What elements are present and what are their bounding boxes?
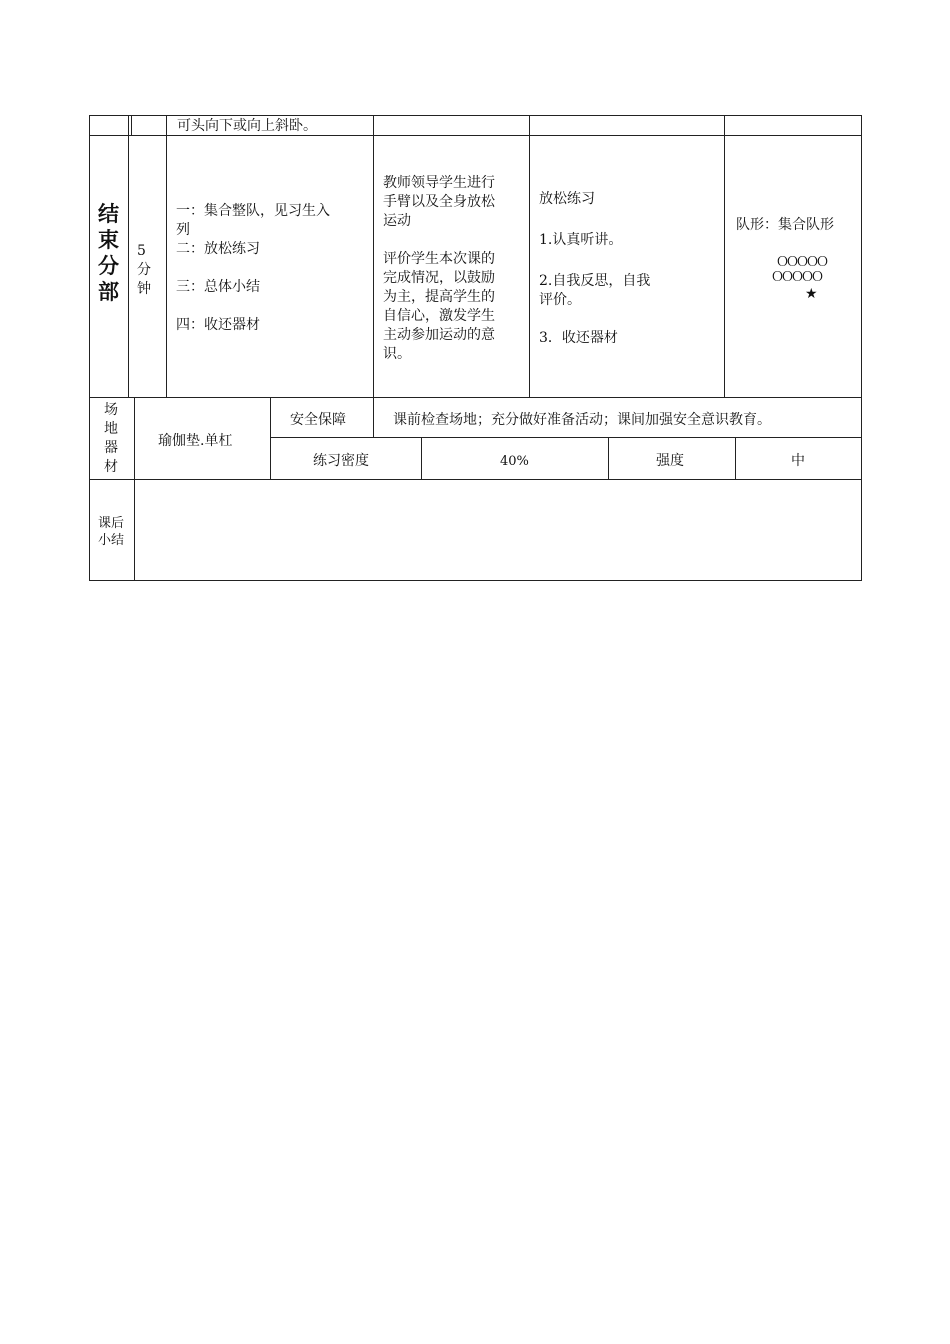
- student-activity-line: 1.认真听讲。: [539, 232, 623, 248]
- formation-label: 队形：集合队形: [736, 217, 834, 233]
- col-divider: [131, 115, 132, 135]
- venue-label-char: 材: [104, 459, 118, 475]
- venue-label-char: 地: [104, 421, 118, 437]
- teacher-activity-line: 为主，提高学生的: [383, 289, 495, 305]
- time-value: 5: [137, 243, 146, 259]
- teacher-activity-line: 主动参加运动的意: [383, 327, 495, 343]
- time-unit: 分: [137, 262, 151, 278]
- student-activity-line: 2.自我反思，自我: [539, 273, 651, 289]
- content-line: 一：集合整队，见习生入: [176, 203, 330, 219]
- density-value: 40%: [500, 454, 529, 469]
- formation-row: ＯＯＯＯＯ: [776, 255, 827, 270]
- intensity-label: 强度: [656, 453, 684, 469]
- table-border-right: [861, 115, 862, 581]
- venue-label-char: 器: [104, 440, 118, 456]
- teacher-activity-line: 自信心，激发学生: [383, 308, 495, 324]
- col-divider: [608, 437, 609, 479]
- content-line: 三：总体小结: [176, 279, 260, 295]
- col-divider: [421, 437, 422, 479]
- col-divider: [166, 115, 167, 397]
- teacher-activity-line: 完成情况，以鼓励: [383, 270, 495, 286]
- col-divider: [724, 115, 725, 397]
- formation-row: ＯＯＯＯＯ: [771, 270, 822, 285]
- col-divider: [735, 437, 736, 479]
- safety-label: 安全保障: [290, 412, 346, 428]
- equipment-value: 瑜伽垫.单杠: [158, 433, 233, 449]
- teacher-activity-line: 手臂以及全身放松: [383, 194, 495, 210]
- venue-label-char: 场: [104, 402, 118, 418]
- safety-text: 课前检查场地；充分做好准备活动；课间加强安全意识教育。: [393, 412, 771, 428]
- time-unit: 钟: [137, 281, 151, 297]
- row-divider: [89, 397, 862, 398]
- part-label-char: 分: [98, 254, 119, 278]
- content-line: 四：收还器材: [176, 317, 260, 333]
- col-divider: [373, 115, 374, 397]
- teacher-activity-line: 运动: [383, 213, 411, 229]
- intensity-value: 中: [791, 453, 805, 469]
- col-divider: [128, 115, 129, 397]
- teacher-activity-line: 评价学生本次课的: [383, 251, 495, 267]
- content-line: 列: [176, 222, 190, 238]
- student-activity-line: 放松练习: [539, 191, 595, 207]
- student-activity-line: 评价。: [539, 292, 581, 308]
- col-divider: [270, 397, 271, 479]
- content-line: 二：放松练习: [176, 241, 260, 257]
- density-label: 练习密度: [313, 453, 369, 469]
- summary-label: 小结: [98, 533, 125, 548]
- col-divider: [373, 397, 374, 437]
- summary-content-area: [135, 480, 861, 580]
- table-border-bottom: [89, 580, 862, 581]
- part-label-char: 部: [98, 280, 119, 304]
- student-activity-line: 3．收还器材: [539, 330, 618, 346]
- part-label-char: 结: [98, 202, 119, 226]
- table-border-left: [89, 115, 90, 581]
- top-row-content: 可头向下或向上斜卧。: [177, 118, 317, 134]
- part-label-char: 束: [98, 228, 119, 252]
- teacher-activity-line: 识。: [383, 346, 411, 362]
- col-divider: [529, 115, 530, 397]
- teacher-activity-line: 教师领导学生进行: [383, 175, 495, 191]
- teacher-star-icon: ★: [805, 286, 818, 302]
- summary-label: 课后: [98, 516, 125, 531]
- row-divider: [270, 437, 862, 438]
- table-border-top: [89, 115, 862, 116]
